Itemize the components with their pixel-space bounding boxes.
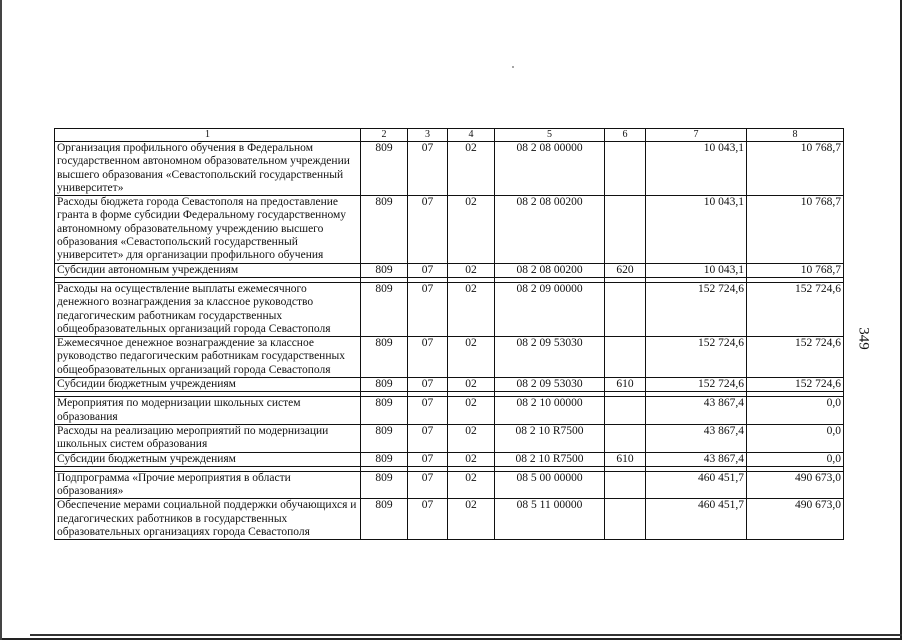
row-name-cell: Мероприятия по модернизации школьных систем образования <box>55 397 361 425</box>
row-code-cell: 02 <box>448 397 495 425</box>
row-name-cell: Расходы на осуществление выплаты ежемесячного денежного вознаграждения за классное руководство педагогическим работникам государственных общеобразовательных организаций города Севастополя <box>55 282 361 336</box>
table-row <box>55 142 844 196</box>
header-cell: 1 <box>55 129 361 142</box>
row-code-cell: 08 2 10 00000 <box>495 397 605 425</box>
row-amount-cell: 460 451,7 <box>646 471 747 499</box>
table-row <box>55 424 844 452</box>
row-code-cell: 02 <box>448 452 495 466</box>
row-code-cell: 610 <box>605 378 646 392</box>
row-code-cell: 809 <box>361 471 408 499</box>
scan-edge-line <box>0 0 2 640</box>
row-code-cell <box>605 196 646 263</box>
row-name-cell: Ежемесячное денежное вознаграждение за классное руководство педагогическим работникам государственных общеобразовательных организаций города Севастополя <box>55 337 361 378</box>
row-code-cell <box>605 337 646 378</box>
row-code-cell: 08 2 08 00000 <box>495 142 605 196</box>
row-name-cell: Организация профильного обучения в Федеральном государственном автономном образовательном учреждении высшего образования «Севастопольский государственный университет» <box>55 142 361 196</box>
row-code-cell: 809 <box>361 424 408 452</box>
row-amount-cell: 0,0 <box>747 397 844 425</box>
row-amount-cell: 152 724,6 <box>747 378 844 392</box>
row-code-cell: 809 <box>361 378 408 392</box>
row-code-cell: 02 <box>448 378 495 392</box>
row-code-cell: 809 <box>361 337 408 378</box>
row-code-cell: 07 <box>408 337 448 378</box>
row-name-cell: Расходы на реализацию мероприятий по модернизации школьных систем образования <box>55 424 361 452</box>
row-code-cell: 809 <box>361 282 408 336</box>
table-row <box>55 471 844 499</box>
row-name-cell: Подпрограмма «Прочие мероприятия в области образования» <box>55 471 361 499</box>
row-code-cell: 02 <box>448 499 495 540</box>
row-code-cell: 02 <box>448 263 495 277</box>
row-code-cell <box>605 424 646 452</box>
budget-table <box>54 128 844 540</box>
row-code-cell: 07 <box>408 263 448 277</box>
row-amount-cell: 152 724,6 <box>747 337 844 378</box>
row-amount-cell: 43 867,4 <box>646 424 747 452</box>
row-amount-cell: 10 043,1 <box>646 142 747 196</box>
row-code-cell: 610 <box>605 452 646 466</box>
row-code-cell: 02 <box>448 196 495 263</box>
row-code-cell: 02 <box>448 337 495 378</box>
table-row <box>55 499 844 540</box>
table-row <box>55 397 844 425</box>
row-code-cell: 08 2 09 00000 <box>495 282 605 336</box>
row-code-cell <box>605 471 646 499</box>
row-amount-cell: 10 043,1 <box>646 263 747 277</box>
row-amount-cell: 152 724,6 <box>646 337 747 378</box>
row-name-cell: Расходы бюджета города Севастополя на предоставление гранта в форме субсидии Федеральному государственному автономному образовательному учреждению высшего образования «Севастопольский государственный университет» для организации профильного обучения <box>55 196 361 263</box>
row-code-cell: 07 <box>408 196 448 263</box>
row-code-cell <box>605 499 646 540</box>
row-code-cell: 07 <box>408 142 448 196</box>
row-code-cell: 809 <box>361 452 408 466</box>
row-code-cell: 02 <box>448 471 495 499</box>
row-amount-cell: 460 451,7 <box>646 499 747 540</box>
row-name-cell: Обеспечение мерами социальной поддержки обучающихся и педагогических работников в государственных образовательных организациях города Севастополя <box>55 499 361 540</box>
row-amount-cell: 490 673,0 <box>747 471 844 499</box>
header-cell: 7 <box>646 129 747 142</box>
header-cell: 6 <box>605 129 646 142</box>
row-code-cell: 07 <box>408 397 448 425</box>
row-amount-cell: 0,0 <box>747 424 844 452</box>
row-code-cell: 07 <box>408 452 448 466</box>
row-code-cell: 809 <box>361 196 408 263</box>
row-name-cell: Субсидии бюджетным учреждениям <box>55 452 361 466</box>
table-row <box>55 263 844 277</box>
page-number: 349 <box>855 327 872 350</box>
row-code-cell: 08 2 09 53030 <box>495 378 605 392</box>
row-amount-cell: 0,0 <box>747 452 844 466</box>
row-name-cell: Субсидии автономным учреждениям <box>55 263 361 277</box>
row-code-cell <box>605 282 646 336</box>
table-row <box>55 378 844 392</box>
row-name-cell: Субсидии бюджетным учреждениям <box>55 378 361 392</box>
header-cell: 3 <box>408 129 448 142</box>
row-code-cell: 08 2 08 00200 <box>495 196 605 263</box>
scan-speck <box>512 66 514 68</box>
table-row <box>55 452 844 466</box>
row-code-cell: 620 <box>605 263 646 277</box>
row-code-cell: 07 <box>408 424 448 452</box>
row-code-cell <box>605 397 646 425</box>
row-code-cell: 02 <box>448 282 495 336</box>
row-amount-cell: 10 768,7 <box>747 196 844 263</box>
row-code-cell: 02 <box>448 142 495 196</box>
table-row <box>55 282 844 336</box>
row-amount-cell: 43 867,4 <box>646 397 747 425</box>
row-amount-cell: 490 673,0 <box>747 499 844 540</box>
table-row <box>55 337 844 378</box>
row-amount-cell: 10 043,1 <box>646 196 747 263</box>
row-code-cell: 08 2 10 R7500 <box>495 452 605 466</box>
header-cell: 2 <box>361 129 408 142</box>
row-code-cell: 07 <box>408 378 448 392</box>
row-code-cell: 07 <box>408 282 448 336</box>
row-code-cell: 809 <box>361 499 408 540</box>
row-amount-cell: 152 724,6 <box>646 282 747 336</box>
header-cell: 4 <box>448 129 495 142</box>
row-amount-cell: 152 724,6 <box>747 282 844 336</box>
header-cell: 8 <box>747 129 844 142</box>
row-code-cell: 809 <box>361 142 408 196</box>
row-code-cell: 08 2 09 53030 <box>495 337 605 378</box>
row-code-cell: 08 2 10 R7500 <box>495 424 605 452</box>
row-amount-cell: 10 768,7 <box>747 142 844 196</box>
row-code-cell: 02 <box>448 424 495 452</box>
row-amount-cell: 10 768,7 <box>747 263 844 277</box>
bottom-rule <box>30 634 902 636</box>
row-code-cell: 08 2 08 00200 <box>495 263 605 277</box>
row-code-cell <box>605 142 646 196</box>
row-code-cell: 08 5 00 00000 <box>495 471 605 499</box>
row-code-cell: 07 <box>408 499 448 540</box>
row-code-cell: 809 <box>361 263 408 277</box>
row-amount-cell: 43 867,4 <box>646 452 747 466</box>
row-code-cell: 809 <box>361 397 408 425</box>
row-code-cell: 08 5 11 00000 <box>495 499 605 540</box>
row-amount-cell: 152 724,6 <box>646 378 747 392</box>
row-code-cell: 07 <box>408 471 448 499</box>
header-cell: 5 <box>495 129 605 142</box>
table-row <box>55 196 844 263</box>
table-header-row <box>55 129 844 142</box>
